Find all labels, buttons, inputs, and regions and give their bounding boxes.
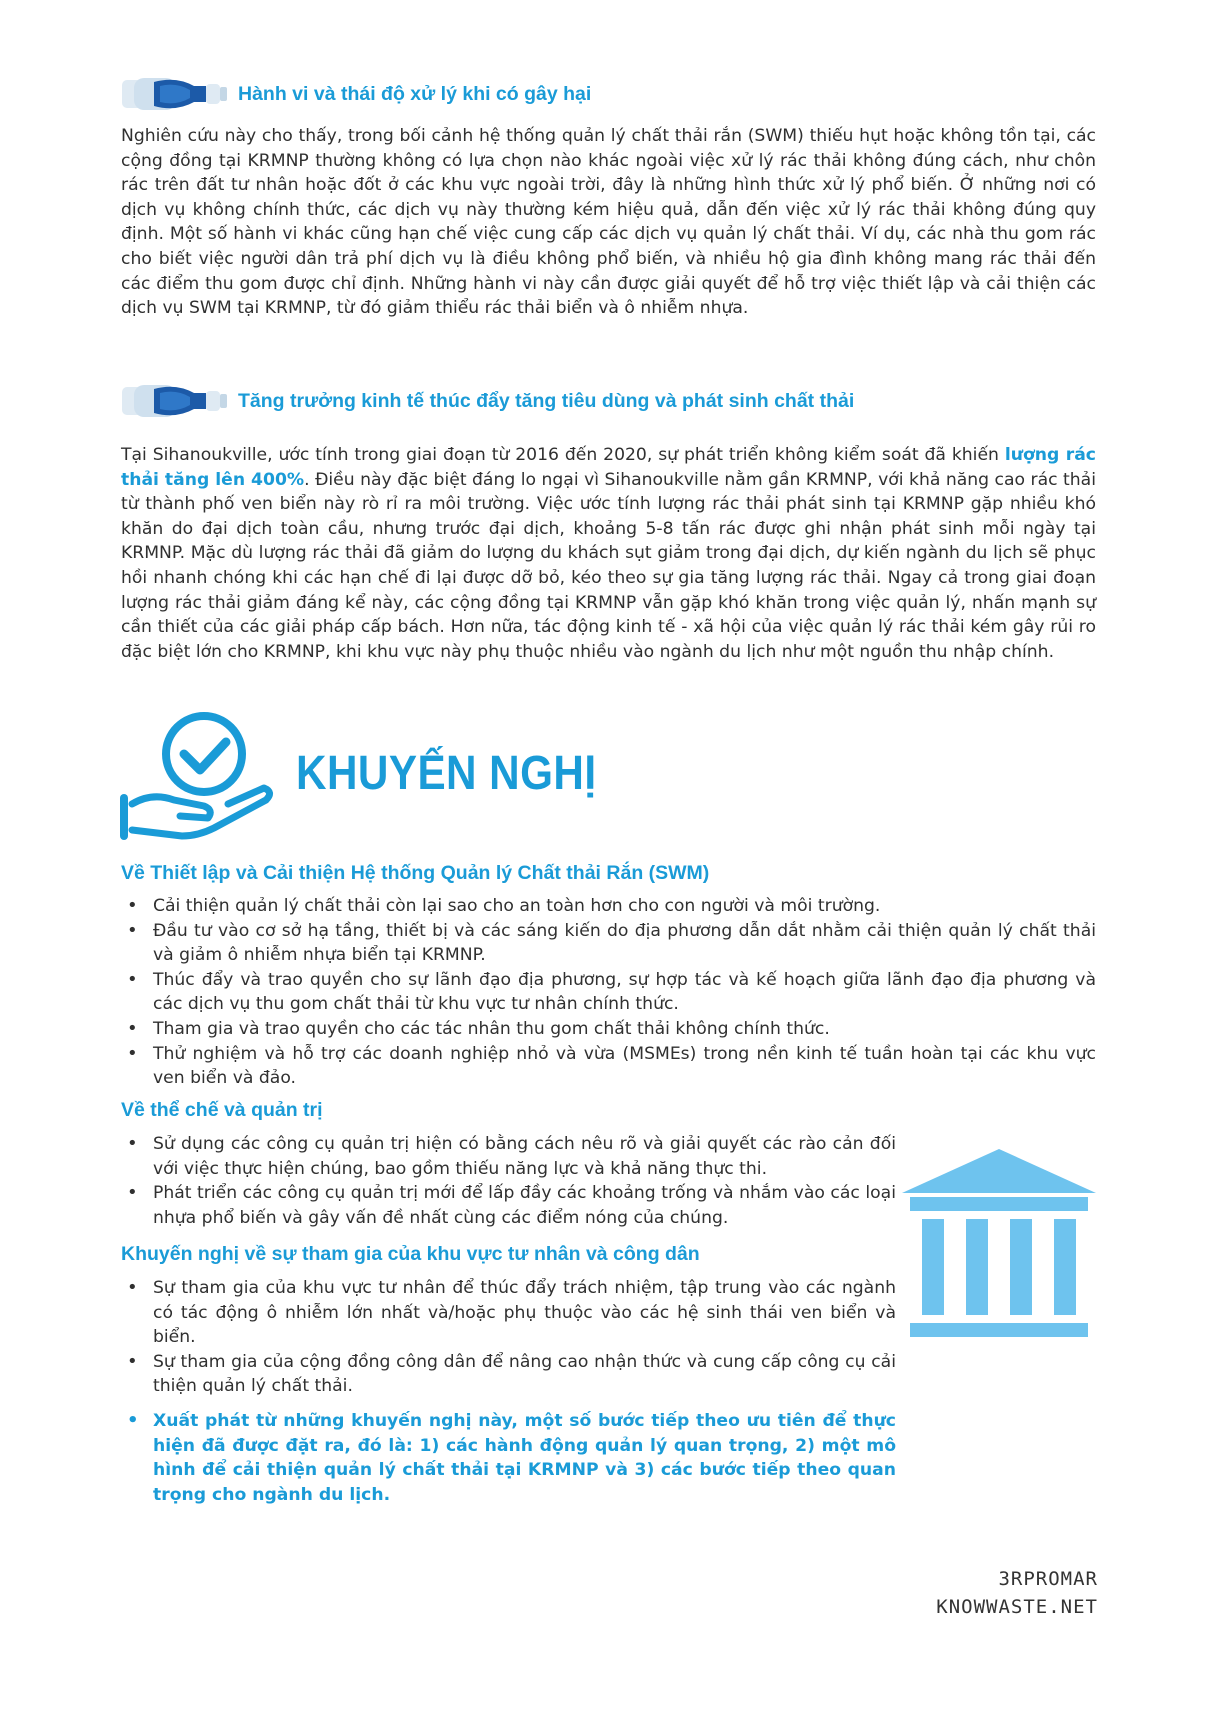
list-item: • Phát triển các công cụ quản trị mới để lấp đầy các khoảng trống và nhắm vào các loại nhựa phổ biến và gây vấn đề nhất cùng các điểm nóng của chúng.	[121, 1181, 896, 1230]
paragraph-text: . Điều này đặc biệt đáng lo ngại vì Sihanoukville nằm gần KRMNP, với khả năng cao rác thải từ thành phố ven biển này rò rỉ ra môi trường. Việc ước tính lượng rác thải phát sinh tại KRMNP gặp nhiều khó khăn do đại dịch toàn cầu, nhưng trước đại dịch, khoảng 5-8 tấn rác được ghi nhận phát sinh mỗi ngày tại KRMNP. Mặc dù lượng rác thải đã giảm do lượng du khách sụt giảm trong đại dịch, dự kiến ngành du lịch sẽ phục hồi nhanh chóng khi các hạn chế đi lại được dỡ bỏ, kéo theo sự gia tăng lượng rác thải. Ngay cả trong giai đoạn lượng rác thải giảm đáng kể này, các cộng đồng tại KRMNP vẫn gặp khó khăn trong việc quản lý, nhấn mạnh sự cần thiết của các giải pháp cấp bách. Hơn nữa, tác động kinh tế - xã hội của việc quản lý rác thải kém gây rủi ro đặc biệt lớn cho KRMNP, khi khu vực này phụ thuộc nhiều vào ngành du lịch như một nguồn thu nhập chính.	[121, 469, 1096, 662]
recommendation-list	[121, 1276, 896, 1507]
body-paragraph	[121, 443, 1096, 664]
body-paragraph: Nghiên cứu này cho thấy, trong bối cảnh hệ thống quản lý chất thải rắn (SWM) thiếu hụt hoặc không tồn tại, các cộng đồng tại KRMNP thường không có lựa chọn nào khác ngoài việc xử lý rác thải không đúng cách, như chôn rác trên đất tư nhân hoặc đốt ở các khu vực ngoài trời, đây là những hình thức xử lý phổ biến. Ở những nơi có dịch vụ không chính thức, các dịch vụ này thường kém hiệu quả, dẫn đến việc xử lý rác thải không đúng quy định. Một số hành vi khác cũng hạn chế việc cung cấp các dịch vụ quản lý chất thải. Ví dụ, các nhà thu gom rác cho biết việc người dân trả phí dịch vụ là điều không phổ biến, và nhiều hộ gia đình không mang rác thải đến các điểm thu gom được chỉ định. Những hành vi này cần được giải quyết để hỗ trợ việc thiết lập và cải thiện các dịch vụ SWM tại KRMNP, từ đó giảm thiểu rác thải biển và ô nhiễm nhựa.	[121, 126, 1096, 319]
list-item: • Sự tham gia của cộng đồng công dân để nâng cao nhận thức và cung cấp công cụ cải thiện quản lý chất thải.	[121, 1350, 896, 1399]
list-item: • Đầu tư vào cơ sở hạ tầng, thiết bị và các sáng kiến do địa phương dẫn dắt nhằm cải thiện quản lý chất thải và giảm ô nhiễm nhựa biển tại KRMNP.	[121, 919, 1096, 968]
footer-website: KNOWWASTE.NET	[936, 1596, 1098, 1618]
section-heading: Hành vi và thái độ xử lý khi có gây hại	[238, 82, 592, 105]
hand-checkmark-icon	[118, 712, 278, 842]
list-item: • Sự tham gia của khu vực tư nhân để thúc đẩy trách nhiệm, tập trung vào các ngành có tác động ô nhiễm lớn nhất và/hoặc phụ thuộc vào các hệ sinh thái ven biển và biển.	[121, 1276, 896, 1350]
section-heading-row	[120, 72, 591, 116]
plastic-bottle-icon	[120, 72, 230, 116]
list-item: • Tham gia và trao quyền cho các tác nhân thu gom chất thải không chính thức.	[121, 1017, 1096, 1042]
list-item: • Sử dụng các công cụ quản trị hiện có bằng cách nêu rõ và giải quyết các rào cản đối với việc thực hiện chúng, bao gồm thiếu năng lực và khả năng thực thi.	[121, 1132, 896, 1181]
recommendation-list	[121, 894, 1096, 1091]
list-item: • Thử nghiệm và hỗ trợ các doanh nghiệp nhỏ và vừa (MSMEs) trong nền kinh tế tuần hoàn tại các khu vực ven biển và đảo.	[121, 1042, 1096, 1091]
paragraph-text: Tại Sihanoukville, ước tính trong giai đoạn từ 2016 đến 2020, sự phát triển không kiểm soát đã khiến	[121, 445, 1005, 465]
subsection-heading: Về Thiết lập và Cải thiện Hệ thống Quản lý Chất thải Rắn (SWM)	[121, 862, 710, 884]
section-heading: Tăng trưởng kinh tế thúc đẩy tăng tiêu dùng và phát sinh chất thải	[238, 389, 855, 412]
conclusion-item: • Xuất phát từ những khuyến nghị này, một số bước tiếp theo ưu tiên để thực hiện đã được đặt ra, đó là: 1) các hành động quản lý quan trọng, 2) một mô hình để cải thiện quản lý chất thải tại KRMNP và 3) các bước tiếp theo quan trọng cho ngành du lịch.	[121, 1409, 896, 1507]
footer-brand: 3RPROMAR	[998, 1568, 1098, 1590]
list-item: • Thúc đẩy và trao quyền cho sự lãnh đạo địa phương, sự hợp tác và kế hoạch giữa lãnh đạo địa phương và các dịch vụ thu gom chất thải từ khu vực tư nhân chính thức.	[121, 968, 1096, 1017]
government-building-icon	[900, 1147, 1098, 1347]
recommendation-list	[121, 1132, 896, 1230]
subsection-heading: Khuyến nghị về sự tham gia của khu vực tư nhân và công dân	[121, 1243, 700, 1265]
subsection-heading: Về thể chế và quản trị	[121, 1099, 323, 1121]
section-heading-row	[120, 379, 854, 423]
list-item: • Cải thiện quản lý chất thải còn lại sao cho an toàn hơn cho con người và môi trường.	[121, 894, 1096, 919]
highlight-stat: lượng rác thải tăng lên 400%	[121, 445, 1096, 490]
plastic-bottle-icon	[120, 379, 230, 423]
recommendations-title: KHUYẾN NGHỊ	[296, 747, 597, 800]
